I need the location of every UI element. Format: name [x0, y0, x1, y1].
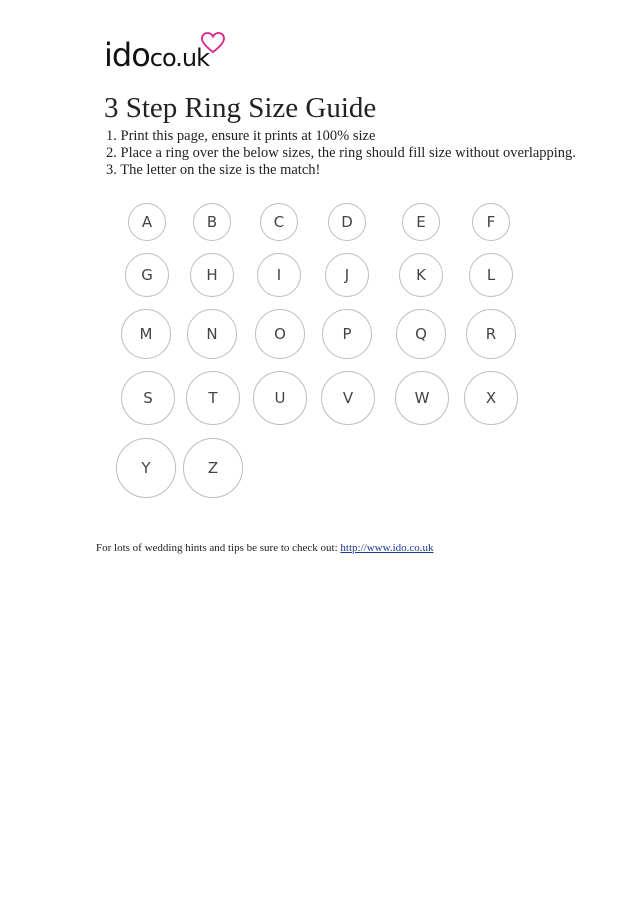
ring-size-k: K — [399, 253, 443, 297]
steps-list — [106, 128, 576, 179]
step-3: 3. The letter on the size is the match! — [106, 162, 321, 178]
ring-size-p: P — [322, 309, 372, 359]
ring-size-e: E — [402, 203, 440, 241]
ring-size-o: O — [255, 309, 305, 359]
ring-size-i: I — [257, 253, 301, 297]
page-title: 3 Step Ring Size Guide — [104, 92, 377, 124]
ido-logo — [104, 32, 234, 80]
ring-size-v: V — [321, 371, 375, 425]
ring-size-u: U — [253, 371, 307, 425]
heart-icon — [201, 32, 225, 54]
footer-note — [96, 542, 434, 554]
ring-size-f: F — [472, 203, 510, 241]
ring-size-h: H — [190, 253, 234, 297]
ring-size-n: N — [187, 309, 237, 359]
ring-size-d: D — [328, 203, 366, 241]
ring-size-j: J — [325, 253, 369, 297]
ring-size-a: A — [128, 203, 166, 241]
ring-size-s: S — [121, 371, 175, 425]
ring-size-y: Y — [116, 438, 176, 498]
footer-text: For lots of wedding hints and tips be sure to check out: — [96, 542, 341, 554]
heart-shape — [202, 33, 224, 52]
ring-size-g: G — [125, 253, 169, 297]
ring-size-m: M — [121, 309, 171, 359]
ring-size-x: X — [464, 371, 518, 425]
ring-size-z: Z — [183, 438, 243, 498]
ring-size-l: L — [469, 253, 513, 297]
step-1: 1. Print this page, ensure it prints at 100% size — [106, 128, 376, 144]
logo-main: ido — [104, 36, 150, 74]
ido-website-link[interactable]: http://www.ido.co.uk — [340, 542, 434, 554]
ring-size-q: Q — [396, 309, 446, 359]
ring-size-w: W — [395, 371, 449, 425]
step-2: 2. Place a ring over the below sizes, the ring should fill size without overlapping. — [106, 145, 576, 161]
logo-text — [104, 36, 209, 74]
ring-size-b: B — [193, 203, 231, 241]
ring-size-c: C — [260, 203, 298, 241]
ring-size-t: T — [186, 371, 240, 425]
logo-suffix: co.uk — [149, 44, 209, 72]
ring-size-r: R — [466, 309, 516, 359]
